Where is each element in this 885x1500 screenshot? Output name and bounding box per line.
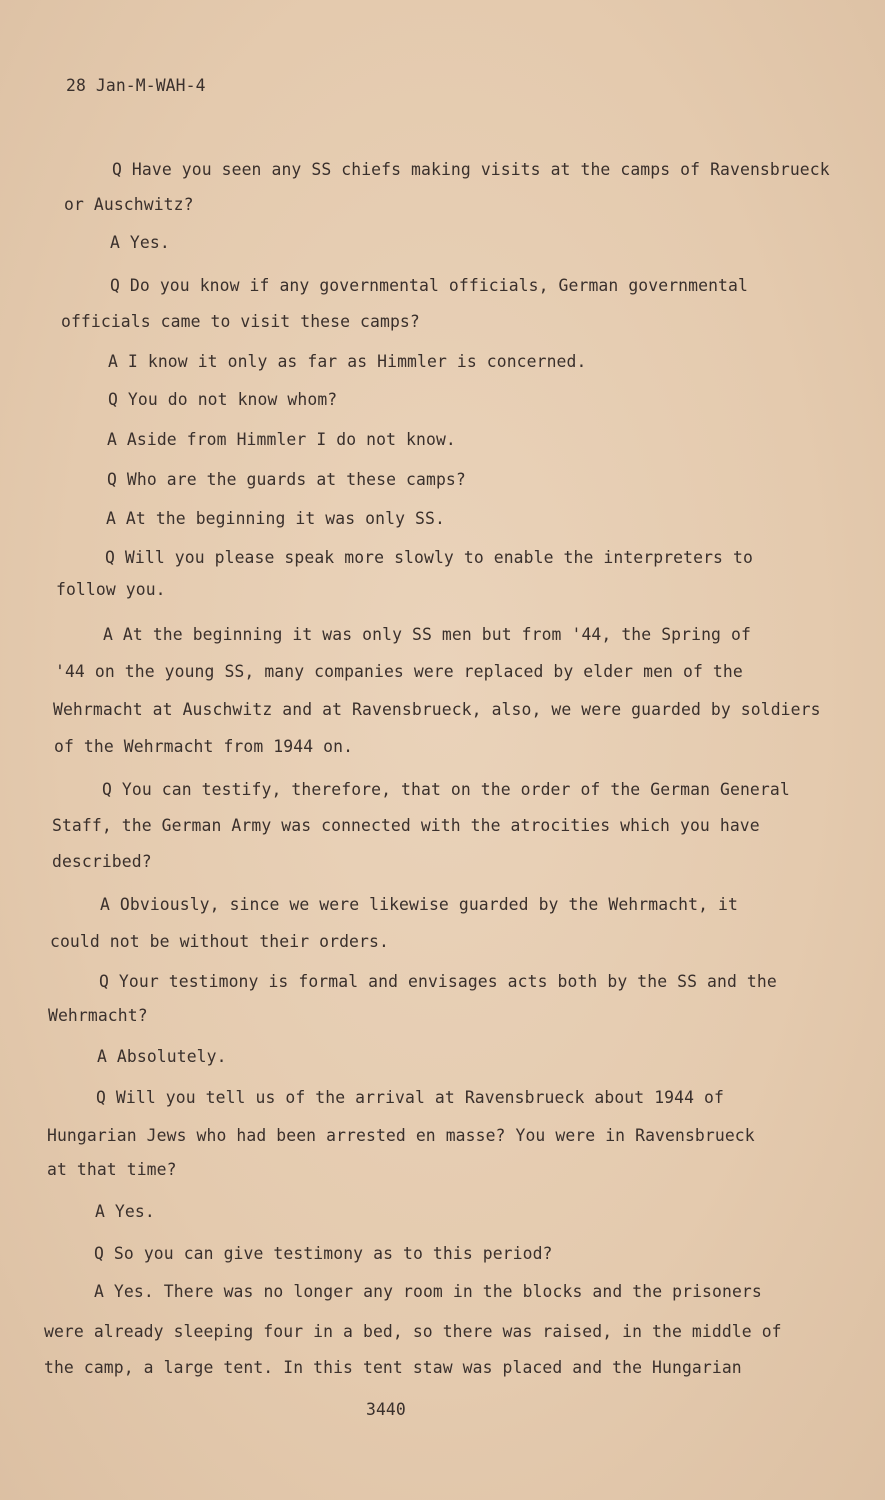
text-line: Q Do you know if any governmental officials, German governmental	[110, 276, 748, 295]
text-line: described?	[52, 852, 152, 871]
text-line: A Yes.	[95, 1202, 155, 1221]
text-line: Wehrmacht?	[48, 1006, 148, 1025]
text-line: A Aside from Himmler I do not know.	[107, 430, 456, 449]
text-line: Q Will you please speak more slowly to enable the interpreters to	[105, 548, 753, 567]
text-line: of the Wehrmacht from 1944 on.	[54, 737, 354, 756]
text-line: or Auschwitz?	[64, 195, 194, 214]
text-line: A Absolutely.	[97, 1047, 227, 1066]
text-line: A Yes. There was no longer any room in the blocks and the prisoners	[94, 1282, 762, 1301]
text-line: were already sleeping four in a bed, so there was raised, in the middle of	[44, 1322, 782, 1341]
text-line: could not be without their orders.	[50, 932, 389, 951]
text-line: Q Who are the guards at these camps?	[107, 470, 466, 489]
text-line: A At the beginning it was only SS men but from '44, the Spring of	[103, 625, 751, 644]
text-line: A Yes.	[110, 233, 170, 252]
page-header-id: 28 Jan-M-WAH-4	[66, 76, 206, 95]
text-line: officials came to visit these camps?	[61, 312, 420, 331]
text-line: A Obviously, since we were likewise guarded by the Wehrmacht, it	[100, 895, 738, 914]
text-line: Wehrmacht at Auschwitz and at Ravensbrueck, also, we were guarded by soldiers	[53, 700, 821, 719]
page-number: 3440	[366, 1400, 406, 1419]
text-line: Q You do not know whom?	[108, 390, 338, 409]
text-line: '44 on the young SS, many companies were replaced by elder men of the	[55, 662, 743, 681]
text-line: Staff, the German Army was connected with the atrocities which you have	[52, 816, 760, 835]
text-line: at that time?	[47, 1160, 177, 1179]
text-line: Q You can testify, therefore, that on the order of the German General	[102, 780, 790, 799]
text-line: Q Will you tell us of the arrival at Ravensbrueck about 1944 of	[96, 1088, 724, 1107]
text-line: the camp, a large tent. In this tent staw was placed and the Hungarian	[44, 1358, 742, 1377]
text-line: Q Have you seen any SS chiefs making visits at the camps of Ravensbrueck	[112, 160, 830, 179]
text-line: follow you.	[56, 580, 166, 599]
text-line: Q So you can give testimony as to this period?	[94, 1244, 553, 1263]
text-line: Hungarian Jews who had been arrested en masse? You were in Ravensbrueck	[47, 1126, 755, 1145]
text-line: A I know it only as far as Himmler is concerned.	[108, 352, 587, 371]
text-line: A At the beginning it was only SS.	[106, 509, 445, 528]
text-line: Q Your testimony is formal and envisages acts both by the SS and the	[99, 972, 777, 991]
